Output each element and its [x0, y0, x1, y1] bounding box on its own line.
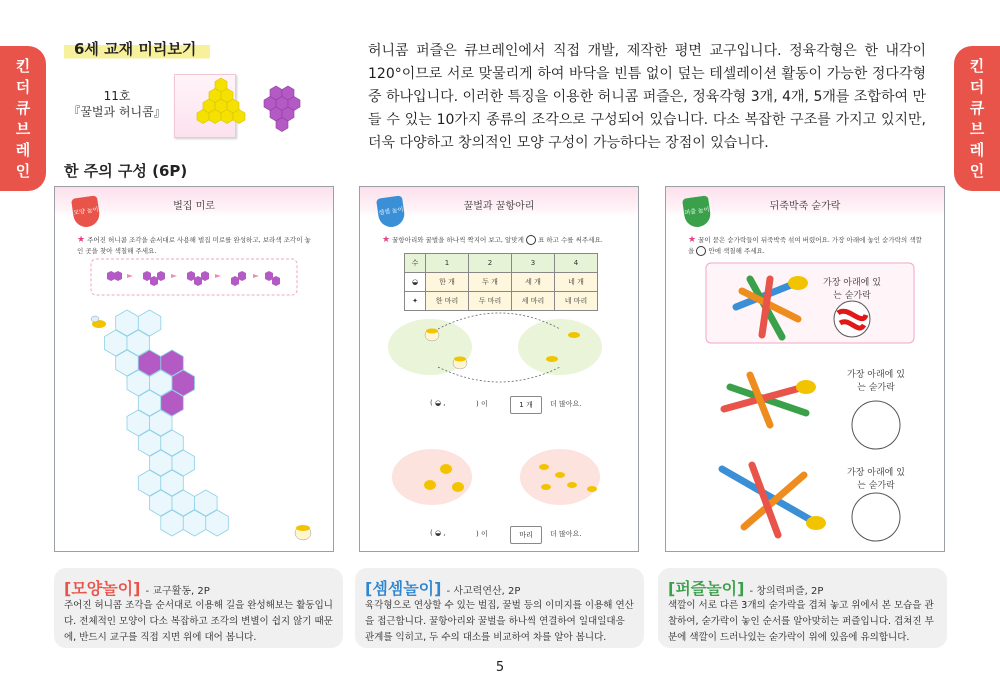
side-tab-char: 브: [969, 119, 985, 138]
spoon-group-question-1: [724, 375, 816, 425]
category-sub: - 사고력연산, 2P: [446, 586, 521, 597]
page-title: 벌집 미로: [173, 201, 215, 212]
compare-end: 더 많아요.: [550, 530, 582, 538]
compare-end: 더 많아요.: [550, 400, 582, 408]
category-label: [셈셈놀이]: [365, 579, 442, 598]
side-tab-char: 킨: [969, 56, 985, 75]
category-label: [모양놀이]: [64, 579, 141, 598]
yellow-hexagon-pyramid-icon: [190, 74, 252, 136]
section-title: 한 주의 구성 (6P): [64, 162, 188, 180]
issue-number: 11호: [103, 89, 131, 103]
table-cell: 한 개: [426, 273, 469, 292]
compare-suffix: ) 이: [476, 400, 488, 408]
description-counting-play: [355, 568, 644, 648]
counting-illustration: [360, 187, 638, 547]
compare-suffix: ) 이: [476, 530, 488, 538]
star-icon: ★: [382, 235, 391, 245]
description-body: 색깔이 서로 다른 3개의 숟가락을 겹쳐 놓고 위에서 본 모습을 관찰하여, 숟가락이 놓인 순서를 알아맞히는 퍼즐입니다. 겹쳐진 부분에 색깔이 드러나있는 숟가락이 위에 있음에 유의합니다.: [668, 600, 934, 643]
compare-open: ( ◒ ,: [430, 399, 446, 407]
spoon-label: 가장 아래에 있는 숟가락: [847, 370, 905, 393]
description-body: 주어진 허니콤 조각을 순서대로 이용해 길을 완성해보는 활동입니다. 전체적인 모양이 다소 복잡하고 조각의 변별이 쉽지 않기 때문에, 반드시 교구를 직접 지면 위에 대어 봅니다.: [64, 600, 333, 643]
compare-open: ( ◒ ,: [430, 529, 446, 537]
page-tag: 셈셈 놀이: [376, 195, 406, 228]
side-tab-char: 레: [15, 140, 31, 159]
description-heading: [668, 576, 823, 599]
page-number: 5: [495, 660, 505, 675]
page-tag: 퍼즐 놀이: [682, 195, 712, 228]
table-cell: 네 개: [555, 273, 598, 292]
instruction-text-a: 꿀이 묻은 숟가락들이 뒤죽박죽 섞여 버렸어요. 가장 아래에 놓인 숟가락의 색깔을: [688, 236, 922, 255]
honeycomb-maze: [55, 187, 333, 547]
intro-paragraph: 허니콤 퍼즐은 큐브레인에서 직접 개발, 제작한 평면 교구입니다. 정육각형은 한 내각이 120°이므로 서로 맞물리게 하여 바닥을 빈틈 없이 덮는 테셀레이션 활동이 가능한 정다각형 중 하나입니다. 이러한 특징을 이용한 허니콤 퍼즐은, 정육각형 3개, 4개, 5개를 조합하여 만들 수 있는 10가지 종류의 조각으로 구성되어 있습니다. 다소 복잡한 구조를 가지고 있지만, 더욱 다양하고 창의적인 모양 구성이 가능하다는 장점이 있습니다.: [368, 43, 926, 151]
description-shape-play: [54, 568, 343, 648]
table-header-cell: 3: [512, 254, 555, 273]
bee-icon: ✦: [405, 292, 426, 311]
side-tab-char: 킨: [15, 56, 31, 75]
category-label: [퍼즐놀이]: [668, 579, 745, 598]
side-tab-left: [0, 46, 46, 191]
category-sub: - 교구활동, 2P: [145, 586, 210, 597]
side-tab-char: 레: [969, 140, 985, 159]
spoon-group-question-2: [722, 465, 826, 535]
side-tab-char: 인: [15, 161, 31, 180]
side-tab-char: 큐: [15, 98, 31, 117]
star-icon: ★: [688, 235, 697, 245]
table-header-cell: 2: [469, 254, 512, 273]
description-heading: [365, 576, 520, 599]
table-header-cell: 수: [405, 254, 426, 273]
table-cell: 네 마리: [555, 292, 598, 311]
side-tab-char: 더: [15, 77, 31, 96]
star-icon: ★: [77, 235, 86, 245]
side-tab-char: 더: [969, 77, 985, 96]
answer-box: 1 개: [510, 396, 542, 414]
honey-pot-icon: ◒: [405, 273, 426, 292]
description-puzzle-play: [658, 568, 947, 648]
spoon-label: 가장 아래에 있는 숟가락: [823, 278, 881, 301]
page-tag: 모양 놀이: [71, 195, 101, 228]
page-thumbnail-puzzle-play: [665, 186, 945, 552]
table-cell: 두 개: [469, 273, 512, 292]
table-cell: 한 마리: [426, 292, 469, 311]
page-thumbnail-counting-play: [359, 186, 639, 552]
table-cell: 세 개: [512, 273, 555, 292]
instruction-text-b: 안에 색칠해 주세요.: [708, 247, 765, 255]
issue-label: [62, 88, 172, 120]
side-tab-char: 인: [969, 161, 985, 180]
instruction-text: 주어진 허니콤 조각을 순서대로 사용해 벌집 미로를 완성하고, 보라색 조각이 놓인 곳을 찾아 색칠해 주세요.: [77, 236, 311, 255]
table-header-cell: 4: [555, 254, 598, 273]
purple-hexagon-cluster-icon: [254, 80, 310, 136]
category-sub: - 창의력퍼즐, 2P: [749, 586, 824, 597]
page-title: 꿀벌과 꿀항아리: [463, 201, 535, 212]
side-tab-char: 큐: [969, 98, 985, 117]
table-cell: 두 마리: [469, 292, 512, 311]
description-heading: [64, 576, 210, 599]
page-title: 뒤죽박죽 숟가락: [769, 201, 841, 212]
honey-pot-icon: [295, 525, 311, 540]
preview-title: 6세 교재 미리보기: [64, 34, 210, 61]
issue-name: 『꿀벌과 허니콤』: [68, 105, 166, 119]
honey-pot-icon: [425, 329, 439, 342]
table-cell: 세 마리: [512, 292, 555, 311]
instruction-text-a: 꿀항아리와 꿀벌을 하나씩 짝지어 보고, 알맞게: [392, 236, 524, 244]
side-tab-char: 브: [15, 119, 31, 138]
answer-box: 마리: [510, 526, 542, 544]
spoon-puzzle-illustration: [666, 187, 944, 547]
instruction-text-b: 표 하고 수를 써주세요.: [538, 236, 603, 244]
description-body: 육각형으로 연상할 수 있는 벌집, 꿀벌 등의 이미지를 이용해 연산을 접근합니다. 꿀항아리와 꿀벌을 하나씩 연결하여 일대일대응 관계를 익히고, 두 수의 대소를 비교하여 차를 알아 봅니다.: [365, 600, 634, 643]
spoon-label: 가장 아래에 있는 숟가락: [847, 468, 905, 491]
side-tab-right: [954, 46, 1000, 191]
table-header-cell: 1: [426, 254, 469, 273]
honey-pot-icon: [453, 357, 467, 370]
bee-icon: [91, 316, 106, 328]
page-thumbnail-shape-play: [54, 186, 334, 552]
